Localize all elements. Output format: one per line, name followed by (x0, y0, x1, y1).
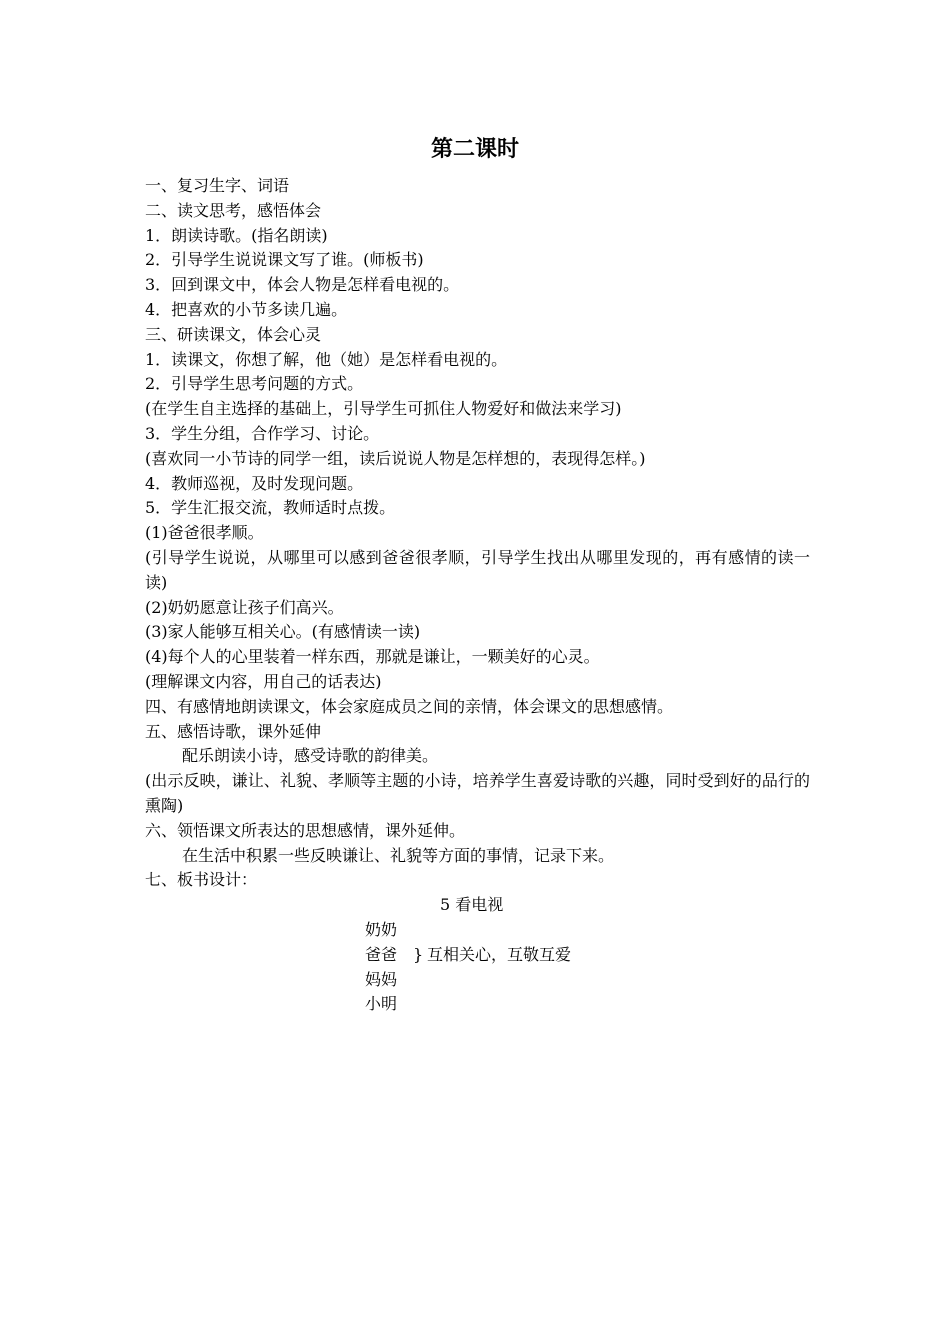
note-text: (引导学生说说，从哪里可以感到爸爸很孝顺，引导学生找出从哪里发现的，再有感情的读一读) (145, 547, 810, 592)
list-item: 3．回到课文中，体会人物是怎样看电视的。 (145, 275, 460, 295)
sub-item: (3)家人能够互相关心。(有感情读一读) (145, 622, 421, 642)
indented-text: 在生活中积累一些反映谦让、礼貌等方面的事情，记录下来。 (182, 845, 615, 865)
section-heading-5: 五、感悟诗歌，课外延伸 (145, 721, 322, 741)
section-heading-4: 四、有感情地朗读课文，体会家庭成员之间的亲情，体会课文的思想感情。 (145, 696, 674, 716)
list-item: 4．教师巡视，及时发现问题。 (145, 473, 364, 493)
list-item: 2．引导学生思考问题的方式。 (145, 374, 364, 394)
section-heading-1: 一、复习生字、词语 (145, 176, 290, 195)
sub-item: (1)爸爸很孝顺。 (145, 523, 264, 543)
list-item: 2．引导学生说说课文写了谁。(师板书) (145, 250, 424, 270)
indented-text: 配乐朗读小诗，感受诗歌的韵律美。 (182, 746, 439, 766)
note-text: (理解课文内容，用自己的话表达) (145, 671, 382, 691)
blackboard-design (145, 893, 810, 1017)
sub-item: (4)每个人的心里装着一样东西，那就是谦让，一颗美好的心灵。 (145, 647, 600, 667)
board-member-mom: 妈妈 (365, 969, 398, 989)
board-member-grandma: 奶奶 (365, 919, 398, 939)
board-member-xiaoming: 小明 (365, 994, 398, 1014)
list-item: 3．学生分组，合作学习、讨论。 (145, 423, 380, 443)
list-item: 1．朗读诗歌。(指名朗读) (145, 225, 328, 245)
board-member-dad: 爸爸 (365, 944, 398, 964)
document-title: 第二课时 (430, 137, 519, 162)
list-item: 5．学生汇报交流，教师适时点拨。 (145, 498, 396, 518)
note-text: (在学生自主选择的基础上，引导学生可抓住人物爱好和做法来学习) (145, 399, 622, 419)
sub-item: (2)奶奶愿意让孩子们高兴。 (145, 597, 344, 617)
lesson-body (145, 174, 810, 1017)
board-summary: 互相关心，互敬互爱 (427, 944, 572, 964)
note-text: (出示反映，谦让、礼貌、孝顺等主题的小诗，培养学生喜爱诗歌的兴趣，同时受到好的品行的熏陶) (145, 771, 810, 815)
section-heading-6: 六、领悟课文所表达的思想感情，课外延伸。 (145, 820, 466, 840)
note-text: (喜欢同一小节诗的同学一组，读后说说人物是怎样想的，表现得怎样。) (145, 448, 646, 468)
section-heading-2: 二、读文思考，感悟体会 (145, 200, 322, 220)
section-heading-7: 七、板书设计： (145, 870, 258, 890)
board-title: 5 看电视 (440, 895, 504, 915)
section-heading-3: 三、研读课文，体会心灵 (145, 324, 322, 344)
list-item: 4．把喜欢的小节多读几遍。 (145, 299, 348, 319)
board-brace: } (413, 944, 424, 964)
list-item: 1．读课文，你想了解，他（她）是怎样看电视的。 (145, 349, 508, 369)
